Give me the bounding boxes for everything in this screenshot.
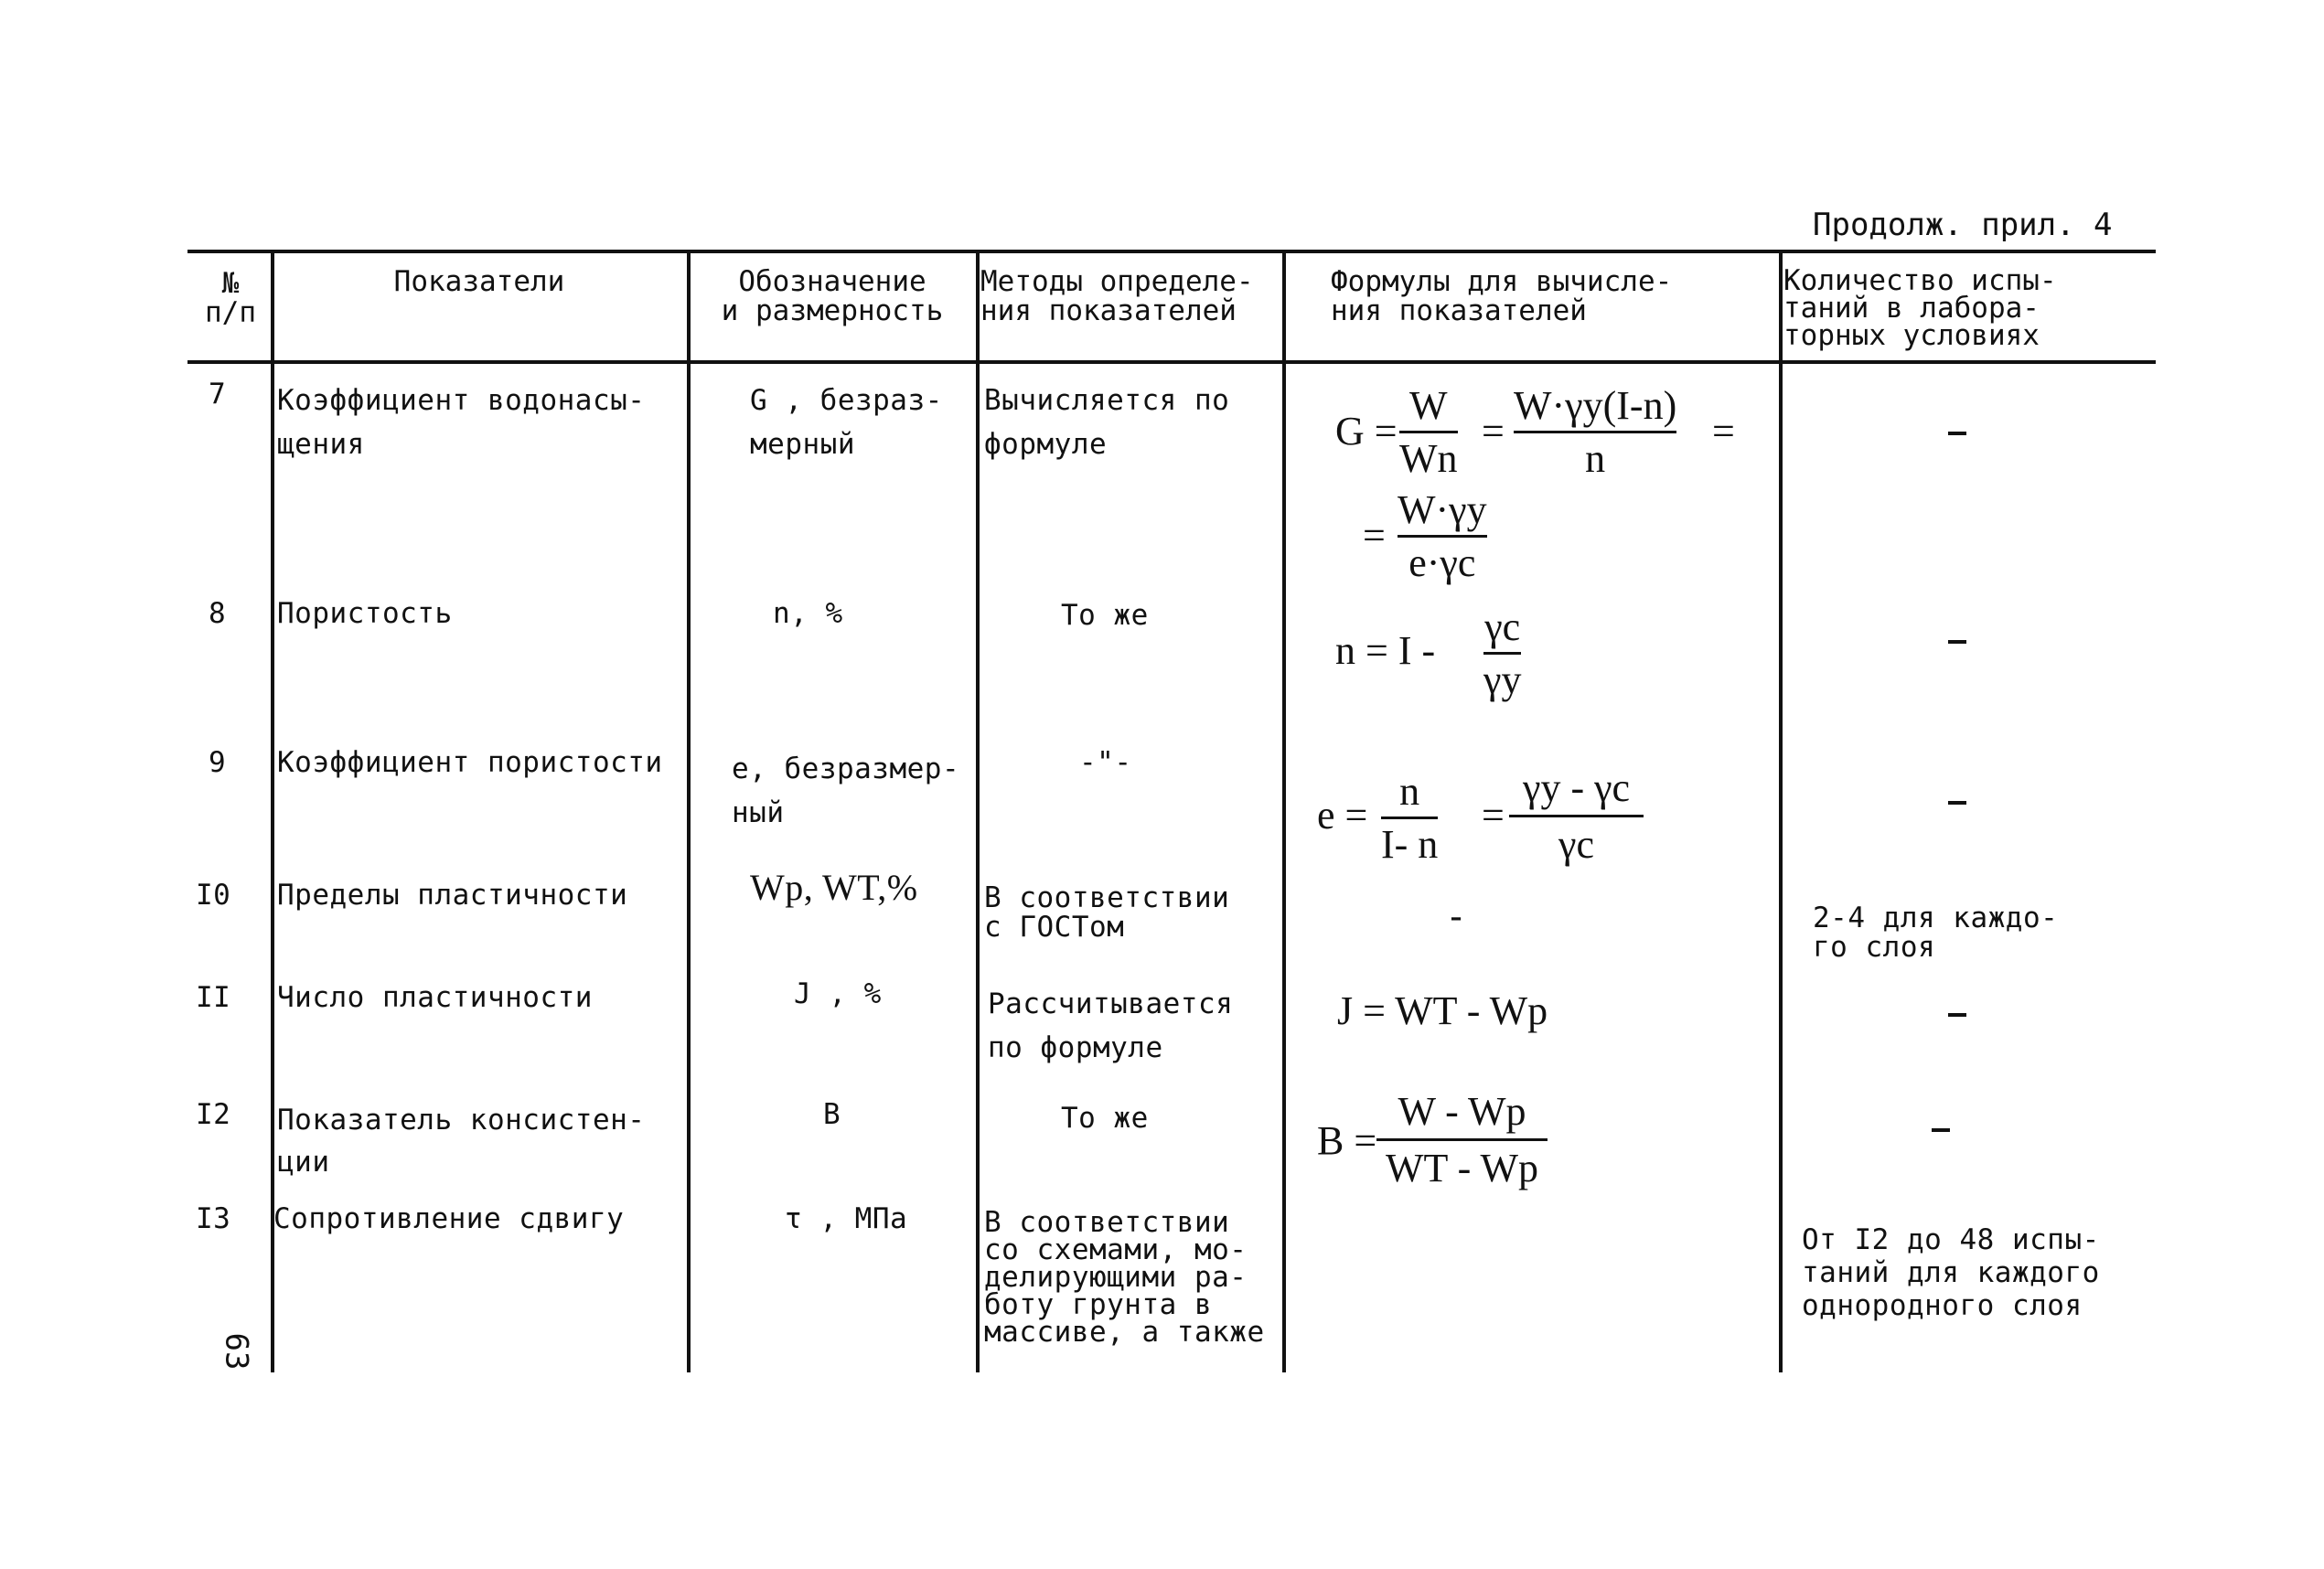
- row-7-count-dash: [1948, 432, 1966, 435]
- formula-8-frac: [1483, 603, 1521, 703]
- formula-7-frac-3: [1398, 486, 1487, 586]
- header-methods: Методы определе- ния показателей: [980, 265, 1254, 327]
- row-10-method: В соответствии с ГОСТом: [984, 881, 1230, 944]
- formula-8-num: γc: [1484, 604, 1521, 649]
- row-12-number: I2: [196, 1098, 231, 1131]
- formula-7-num-3: W·γy: [1398, 487, 1487, 532]
- row-10-symbol: Wp, WT,%: [750, 867, 918, 908]
- row-7-number: 7: [209, 378, 227, 411]
- formula-8-lhs: n = I -: [1335, 628, 1436, 673]
- row-8-number: 8: [209, 597, 227, 630]
- formula-8-den: γy: [1483, 657, 1522, 702]
- col-divider-5: [1779, 250, 1783, 1372]
- row-11-symbol: J , %: [794, 977, 882, 1010]
- header-number: № п/п: [205, 267, 256, 329]
- formula-7-lhs: G =: [1335, 409, 1398, 454]
- formula-7-eq-3: =: [1363, 513, 1386, 558]
- row-10-name: Пределы пластичности: [277, 879, 628, 912]
- formula-9-den-1: I- n: [1381, 822, 1439, 867]
- formula-7-frac-2: [1514, 382, 1676, 482]
- formula-9-num-2: γy - γc: [1523, 765, 1631, 810]
- row-11-count-dash: [1948, 1013, 1966, 1017]
- row-13-symbol: τ , МПа: [785, 1202, 908, 1235]
- row-10-formula: -: [1445, 896, 1468, 938]
- formula-9-lhs: e =: [1317, 793, 1368, 838]
- row-8-symbol: n, %: [773, 597, 843, 630]
- header-indicators: Показатели: [393, 265, 565, 298]
- row-13-count: От I2 до 48 испы- таний для каждого однородного слоя: [1802, 1223, 2100, 1322]
- row-12-count-dash: [1932, 1128, 1950, 1132]
- row-7-symbol: G , безраз- мерный: [750, 384, 943, 461]
- formula-7-den-3: e·γc: [1408, 540, 1476, 585]
- row-7-name: Коэффициент водонасы- щения: [277, 384, 646, 461]
- formula-plasticity-index: J = WT - Wp: [1337, 988, 1548, 1033]
- formula-9-num-1: n: [1399, 769, 1420, 814]
- formula-7-eq-1: =: [1482, 409, 1505, 454]
- formula-9-frac-1: [1381, 768, 1438, 868]
- row-11-method: Рассчитывается по формуле: [988, 987, 1234, 1064]
- col-divider-3: [976, 250, 980, 1372]
- formula-7-frac-1: [1399, 382, 1458, 482]
- header-count: Количество испы- таний в лабора- торных условиях: [1783, 264, 2057, 352]
- row-10-number: I0: [196, 879, 231, 912]
- row-9-method: -"-: [1079, 746, 1132, 779]
- row-8-name: Пористость: [277, 597, 453, 630]
- formula-7-num-1: W: [1409, 383, 1448, 428]
- row-9-name: Коэффициент пористости: [277, 746, 663, 779]
- continuation-note: Продолж. прил. 4: [1813, 207, 2113, 243]
- formula-7-eq-2: =: [1712, 409, 1735, 454]
- row-11-name: Число пластичности: [277, 981, 593, 1014]
- row-9-number: 9: [209, 746, 227, 779]
- row-12-symbol: B: [823, 1098, 841, 1131]
- page-number: 63: [218, 1332, 255, 1371]
- row-13-number: I3: [196, 1202, 231, 1235]
- row-11-number: II: [196, 981, 231, 1014]
- row-13-method: В соответствии со схемами, мо- делирующими ра- боту грунта в массиве, а также: [984, 1206, 1265, 1349]
- row-12-name: Показатель консистен- ции: [277, 1104, 646, 1179]
- formula-9-den-2: γc: [1558, 822, 1595, 867]
- row-8-method: То же: [1061, 599, 1149, 632]
- col-divider-4: [1282, 250, 1286, 1372]
- row-9-count-dash: [1948, 801, 1966, 805]
- row-9-symbol: e, безразмер- ный: [732, 752, 960, 829]
- header-formulas: Формулы для вычисле- ния показателей: [1331, 265, 1673, 327]
- row-8-count-dash: [1948, 640, 1966, 644]
- formula-12-lhs: B =: [1317, 1118, 1377, 1163]
- formula-7-den-2: n: [1585, 436, 1606, 481]
- row-13-name: Сопротивление сдвигу: [273, 1202, 625, 1235]
- table-top-border: [187, 250, 2156, 253]
- formula-9-eq: =: [1482, 793, 1505, 838]
- formula-7-num-2: W·γy(I-n): [1514, 383, 1677, 428]
- formula-12-frac: [1386, 1088, 1538, 1191]
- formula-9-frac-2: [1523, 764, 1630, 868]
- header-symbol: Обозначение и размерность: [721, 265, 944, 327]
- table-header-bottom-border: [187, 360, 2156, 364]
- row-10-count: 2-4 для каждо- го слоя: [1813, 902, 2059, 964]
- row-12-method: То же: [1061, 1102, 1149, 1135]
- row-7-method: Вычисляется по формуле: [984, 384, 1230, 461]
- col-divider-2: [687, 250, 691, 1372]
- formula-7-den-1: Wn: [1399, 436, 1458, 481]
- formula-12-num: W - Wp: [1398, 1089, 1526, 1134]
- formula-12-den: WT - Wp: [1386, 1146, 1538, 1190]
